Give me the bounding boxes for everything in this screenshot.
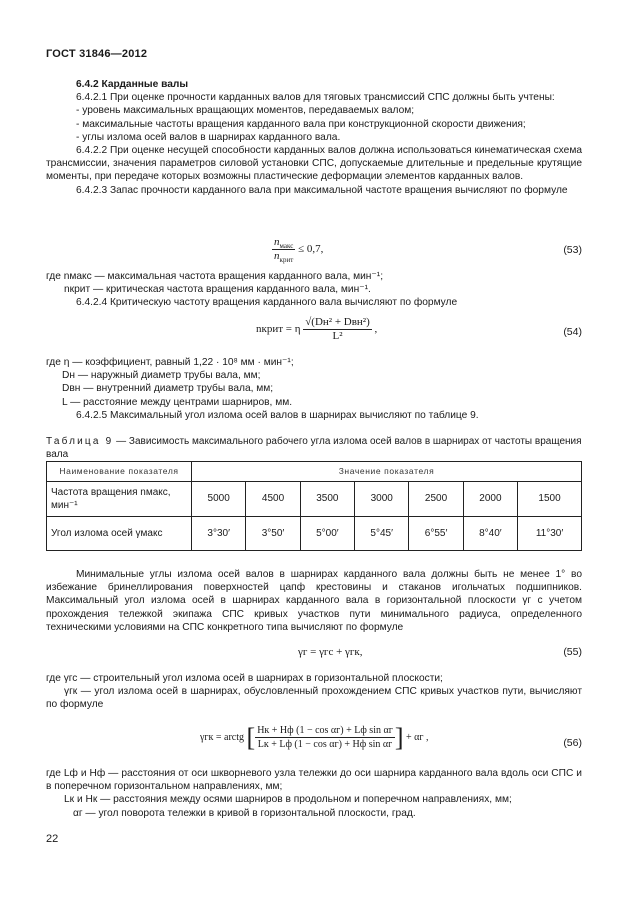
table-cell: 3500 — [300, 482, 354, 517]
table-cell: 3000 — [355, 482, 409, 517]
fraction: $\frac{\text{√(Dн² + Dвн²)}}{\text{L²}}$ — [305, 316, 370, 342]
table-cell: 11°30′ — [518, 517, 582, 551]
list-item: - уровень максимальных вращающих моментов, передаваемых валом; — [76, 105, 415, 117]
formula-lhs: nкрит = η — [256, 323, 301, 336]
table-9-caption: Таблица 9 — Зависимость максимального рабочего угла излома осей валов в шарнирах от частоты вращения вала — [46, 436, 582, 461]
paragraph: Минимальные углы излома осей валов в шарнирах карданного вала должны быть не менее 1° во избежание бринеллирования поверхностей цапф крестовины и стаканов игольчатых подшипников. Максимальный угол излома осей в шарнирах карданного вала в горизонтальной плоскости γг с учетом прохождения тележкой экипажа СПС кривых участков пути минимального радиуса, определенного техническими условиями на СПС конкретного типа вычисляют по формуле — [46, 569, 582, 633]
definition: Lк и Hк — расстояния между осями шарниров в продольном и поперечном направлениях, мм; — [64, 794, 512, 806]
paragraph-6-4-2-1: 6.4.2.1 При оценке прочности карданных валов для тяговых трансмиссий СПС должны быть учтены: — [76, 92, 555, 104]
table-header: Значение показателя — [192, 462, 582, 482]
table-cell: 5°45′ — [355, 517, 409, 551]
table-cell: 5000 — [192, 482, 246, 517]
document-header: ГОСТ 31846—2012 — [46, 48, 148, 60]
fraction: $\frac{\text{Hк + Hф (1 − cos αг) + Lф sin αг}}{\text{Lк + Lф (1 − cos αг) + Hф sin αг}}$ — [257, 725, 393, 750]
section-6-4-2 — [46, 78, 582, 197]
formula-53-label: (53) — [563, 244, 582, 256]
definition: где γгс — строительный угол излома осей в шарнирах в горизонтальной плоскости; — [46, 673, 443, 684]
definition: где η — коэффициент, равный 1,22 · 10⁸ мм · мин⁻¹; — [46, 357, 294, 368]
paragraph-6-4-2-4: 6.4.2.4 Критическую частоту вращения карданного вала вычисляют по формуле — [76, 297, 458, 309]
definitions-55 — [46, 672, 582, 712]
definition: L — расстояние между центрами шарниров, мм. — [62, 396, 293, 408]
definition: где Lф и Hф — расстояния от оси шкворневого узла тележки до оси шарнира карданного вала вдоль оси СПС и в поперечном горизонтальном направлениях, мм; — [46, 768, 582, 793]
definition: αг — угол поворота тележки в кривой в горизонтальной плоскости, град. — [73, 807, 416, 819]
definitions-56 — [46, 767, 582, 820]
paragraph-6-4-2-2: 6.4.2.2 При оценке несущей способности карданных валов должна использоваться кинематическая схема трансмиссии, значения параметров силовой установки СПС, допускаемые длительные и предельные крутящие моменты, при передаче которых возможны пластические деформации элементов карданных валов. — [46, 145, 582, 183]
table-row-label: Угол излома осей γмакс — [47, 517, 192, 551]
definition: Dн — наружный диаметр трубы вала, мм; — [62, 370, 261, 382]
list-item: - максимальные частоты вращения карданного вала при конструкционной скорости движения; — [76, 118, 526, 130]
formula-55-label: (55) — [563, 646, 582, 658]
table-9 — [46, 461, 582, 551]
table-cell: 8°40′ — [463, 517, 517, 551]
definition: где nмакс — максимальная частота вращения карданного вала, мин⁻¹; — [46, 271, 384, 282]
definition: nкрит — критическая частота вращения карданного вала, мин⁻¹. — [64, 284, 371, 296]
table-cell: 2500 — [409, 482, 463, 517]
table-cell: 1500 — [518, 482, 582, 517]
table-cell: 3°50′ — [246, 517, 300, 551]
paragraph-6-4-2-3: 6.4.2.3 Запас прочности карданного вала при максимальной частоте вращения вычисляют по формуле — [76, 184, 568, 196]
formula-lhs: γгк = arctg — [200, 731, 245, 743]
formula-56-label: (56) — [563, 737, 582, 749]
formula-rhs: ≤ 0,7, — [298, 243, 324, 256]
paragraph-6-4-2-5: 6.4.2.5 Максимальный угол излома осей валов в шарнирах вычисляют по таблице 9. — [76, 409, 479, 421]
definitions-53 — [46, 270, 582, 310]
table-header: Наименование показателя — [47, 462, 192, 482]
table-cell: 5°00′ — [300, 517, 354, 551]
fraction: $\frac{n_{макс}}{n_{крит}}$ — [274, 236, 294, 265]
section-title: 6.4.2 Карданные валы — [76, 79, 189, 90]
table-cell: 3°30′ — [192, 517, 246, 551]
definitions-54 — [46, 356, 582, 422]
paragraph-min-angles — [46, 568, 582, 634]
table-cell: 4500 — [246, 482, 300, 517]
list-item: - углы излома осей валов в шарнирах карданного вала. — [76, 131, 341, 143]
definition: Dвн — внутренний диаметр трубы вала, мм; — [62, 383, 274, 395]
table-cell: 2000 — [463, 482, 517, 517]
definition: γгк — угол излома осей в шарнирах, обусловленный прохождением СПС кривых участков пути, вычисляют по формуле — [46, 686, 582, 711]
formula-54: nкрит = η $\frac{\text{√(Dн² + Dвн²)}}{\text{L²}}$ , — [256, 316, 378, 342]
formula-54-label: (54) — [563, 326, 582, 338]
formula-56: γгк = arctg [ $\frac{\text{Hк + Hф (1 − cos αг) + Lф sin αг}}{\text{Lк + Lф (1 − cos αг) + Hф sin αг}}$ ] + αг , — [200, 722, 429, 752]
formula-55: γг = γгс + γгк, — [298, 646, 363, 658]
page-number: 22 — [46, 833, 59, 845]
formula-53 — [272, 236, 323, 263]
table-cell: 6°55′ — [409, 517, 463, 551]
table-row-label: Частота вращения nмакс, мин⁻¹ — [47, 482, 192, 517]
